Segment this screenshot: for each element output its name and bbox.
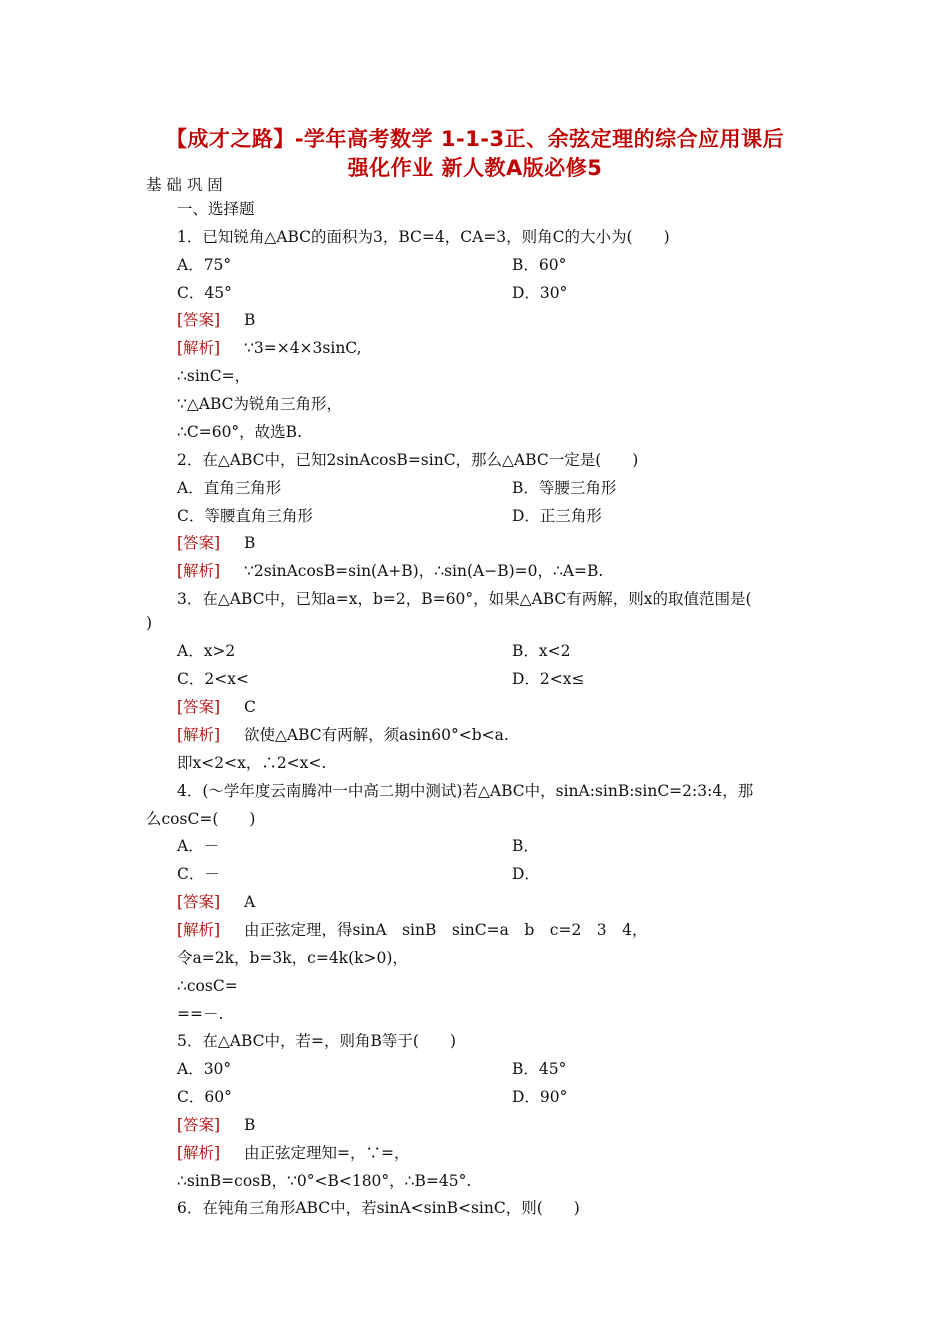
q3-stem-line-2: ) (146, 614, 153, 632)
q2-analysis-tag: [解析] (177, 562, 221, 580)
q4-stem-line-1: 4．(～学年度云南腾冲一中高二期中测试)若△ABC中，sinA:sinB:sinC=2:3:4，那 (177, 782, 754, 800)
q2-option-c: C．等腰直角三角形 (177, 507, 313, 525)
q2-answer-tag: [答案] (177, 534, 221, 552)
q1-analysis-line-1: ∵3=×4×3sinC, (244, 339, 362, 357)
q1-option-d: D．30° (512, 284, 568, 302)
q3-option-b: B．x<2 (512, 642, 571, 660)
q4-option-a: A．－ (177, 837, 220, 855)
q2-option-d: D．正三角形 (512, 507, 602, 525)
q1-analysis-line-4: ∴C=60°，故选B. (177, 423, 302, 441)
q3-stem-line-1: 3．在△ABC中，已知a=x，b=2，B=60°，如果△ABC有两解，则x的取值范围是( (177, 590, 752, 608)
q5-stem: 5．在△ABC中，若=，则角B等于( ) (177, 1032, 456, 1050)
q5-option-a: A．30° (177, 1060, 232, 1078)
q3-analysis-line-1: 欲使△ABC有两解，须asin60°<b<a. (244, 726, 509, 744)
q4-analysis-line-1: 由正弦定理，得sinA sinB sinC=a b c=2 3 4， (244, 921, 648, 939)
q4-analysis-tag: [解析] (177, 921, 221, 939)
q3-analysis-tag: [解析] (177, 726, 221, 744)
q1-answer-tag: [答案] (177, 311, 221, 329)
q2-answer: B (244, 534, 256, 552)
q4-option-b: B． (512, 837, 539, 855)
q4-stem-line-2: 么cosC=( ) (146, 810, 256, 828)
q5-answer-tag: [答案] (177, 1116, 221, 1134)
q1-analysis-line-2: ∴sinC=， (177, 367, 251, 385)
q4-option-c: C．－ (177, 865, 220, 883)
q6-stem: 6．在钝角三角形ABC中，若sinA<sinB<sinC，则( ) (177, 1199, 580, 1217)
q1-answer: B (244, 311, 256, 329)
q3-option-d: D．2<x≤ (512, 670, 585, 688)
q4-analysis-line-4: ==－. (177, 1005, 224, 1023)
q5-answer: B (244, 1116, 256, 1134)
doc-title-line-2: 强化作业 新人教A版必修5 (347, 156, 603, 180)
q2-option-a: A．直角三角形 (177, 479, 282, 497)
q5-analysis-line-1: 由正弦定理知=，∵=， (244, 1144, 410, 1162)
q3-option-a: A．x>2 (177, 642, 236, 660)
q5-option-d: D．90° (512, 1088, 568, 1106)
q3-answer: C (244, 698, 256, 716)
subsection-heading: 一、选择题 (177, 200, 255, 218)
q1-analysis-tag: [解析] (177, 339, 221, 357)
q5-analysis-tag: [解析] (177, 1144, 221, 1162)
q5-analysis-line-2: ∴sinB=cosB，∵0°<B<180°，∴B=45°. (177, 1172, 472, 1190)
doc-title-line-1: 【成才之路】-学年高考数学 1-1-3正、余弦定理的综合应用课后 (165, 127, 785, 151)
q3-analysis-line-2: 即x<2<x，∴2<x<. (177, 754, 327, 772)
q4-analysis-line-3: ∴cosC= (177, 977, 238, 995)
q2-analysis-line-1: ∵2sinAcosB=sin(A+B)，∴sin(A−B)=0，∴A=B. (244, 562, 604, 580)
q3-option-c: C．2<x< (177, 670, 249, 688)
q4-analysis-line-2: 令a=2k，b=3k，c=4k(k>0)， (177, 949, 408, 967)
q1-option-a: A．75° (177, 256, 232, 274)
section-heading: 基 础 巩 固 (146, 176, 223, 194)
q2-option-b: B．等腰三角形 (512, 479, 617, 497)
q3-answer-tag: [答案] (177, 698, 221, 716)
q2-stem: 2．在△ABC中，已知2sinAcosB=sinC，那么△ABC一定是( ) (177, 451, 639, 469)
q1-analysis-line-3: ∵△ABC为锐角三角形， (177, 395, 343, 413)
q1-option-b: B．60° (512, 256, 567, 274)
q4-answer: A (244, 893, 256, 911)
q1-stem: 1．已知锐角△ABC的面积为3，BC=4，CA=3，则角C的大小为( ) (177, 228, 670, 246)
q1-option-c: C．45° (177, 284, 232, 302)
q4-option-d: D． (512, 865, 540, 883)
q4-answer-tag: [答案] (177, 893, 221, 911)
q5-option-b: B．45° (512, 1060, 567, 1078)
q5-option-c: C．60° (177, 1088, 232, 1106)
